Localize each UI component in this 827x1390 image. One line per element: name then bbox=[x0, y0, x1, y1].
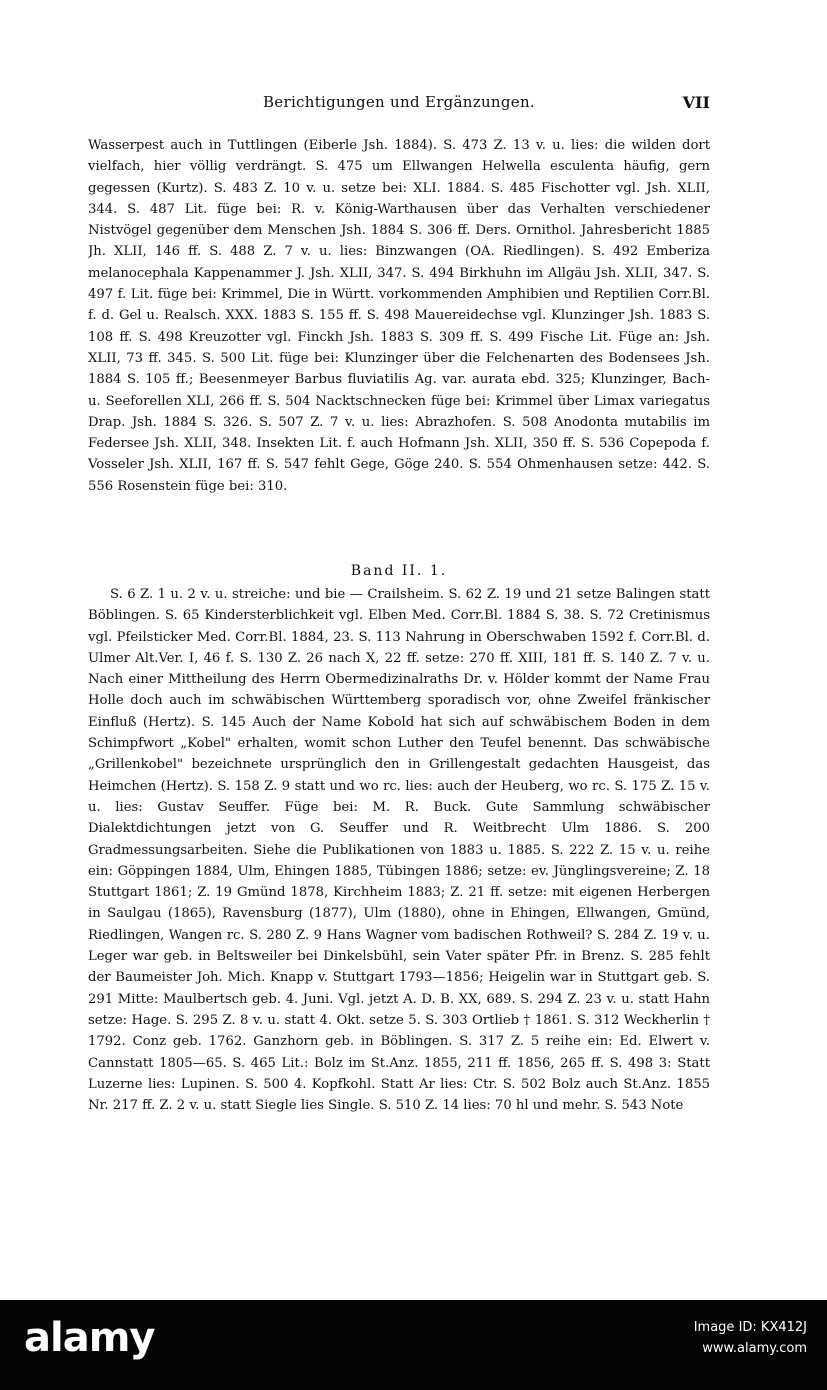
watermark-banner bbox=[0, 1300, 827, 1390]
paragraph-corrections-volume-1: Wasserpest auch in Tuttlingen (Eiberle Jsh. 1884). S. 473 Z. 13 v. u. lies: die wilden dort vielfach, hier völlig verdrängt. S. 475 um Ellwangen Helwella esculenta häufig, gern gegessen (Kurtz). S. 483 Z. 10 v. u. setze bei: XLI. 1884. S. 485 Fischotter vgl. Jsh. XLII, 344. S. 487 Lit. füge bei: R. v. König-Warthausen über das Verhalten verschiedener Nistvögel gegenüber dem Menschen Jsh. 1884 S. 306 ff. Ders. Ornithol. Jahresbericht 1885 Jh. XLII, 146 ff. S. 488 Z. 7 v. u. lies: Binzwangen (OA. Riedlingen). S. 492 Emberiza melanocephala Kappenammer J. Jsh. XLII, 347. S. 494 Birkhuhn im Allgäu Jsh. XLII, 347. S. 497 f. Lit. füge bei: Krimmel, Die in Württ. vorkommenden Amphibien und Reptilien Corr.Bl. f. d. Gel u. Realsch. XXX. 1883 S. 155 ff. S. 498 Mauereidechse vgl. Klunzinger Jsh. 1883 S. 108 ff. S. 498 Kreuzotter vgl. Finckh Jsh. 1883 S. 309 ff. S. 499 Fische Lit. Füge an: Jsh. XLII, 73 ff. 345. S. 500 Lit. füge bei: Klunzinger über die Felchenarten des Bodensees Jsh. 1884 S. 105 ff.; Beesenmeyer Barbus fluviatilis Ag. var. aurata ebd. 325; Klunzinger, Bach- u. Seeforellen XLI, 266 ff. S. 504 Nacktschnecken füge bei: Krimmel über Limax variegatus Drap. Jsh. 1884 S. 326. S. 507 Z. 7 v. u. lies: Abrazhofen. S. 508 Anodonta mutabilis im Federsee Jsh. XLII, 348. Insekten Lit. f. auch Hofmann Jsh. XLII, 350 ff. S. 536 Copepoda f. Vosseler Jsh. XLII, 167 ff. S. 547 fehlt Gege, Göge 240. S. 554 Ohmenhausen setze: 442. S. 556 Rosenstein füge bei: 310. bbox=[88, 138, 710, 494]
page-number: VII bbox=[682, 93, 710, 112]
source-url-label: www.alamy.com bbox=[702, 1341, 807, 1356]
alamy-logo: alamy bbox=[24, 1315, 155, 1361]
running-head bbox=[88, 93, 710, 117]
banner-info bbox=[694, 1318, 807, 1360]
image-id-label: Image ID: KX412J bbox=[693, 1320, 807, 1335]
paragraph-corrections-volume-2: S. 6 Z. 1 u. 2 v. u. streiche: und bie — Crailsheim. S. 62 Z. 19 und 21 setze Balingen statt Böblingen. S. 65 Kindersterblichkeit vgl. Elben Med. Corr.Bl. 1884 S. 38. S. 72 Cretinismus vgl. Pfeilsticker Med. Corr.Bl. 1884, 23. S. 113 Nahrung in Oberschwaben 1592 f. Corr.Bl. d. Ulmer Alt.Ver. I, 46 f. S. 130 Z. 26 nach X, 22 ff. setze: 270 ff. XIII, 181 ff. S. 140 Z. 7 v. u. Nach einer Mittheilung des Herrn Obermedizinalraths Dr. v. Hölder kommt der Name Frau Holle doch auch im schwäbischen Württemberg sporadisch vor, ohne Zweifel fränkischer Einfluß (Hertz). S. 145 Auch der Name Kobold hat sich auf schwäbischem Boden in dem Schimpfwort „Kobel" erhalten, womit schon Luther den Teufel benennt. Das schwäbische „Grillenkobel" bezeichnete ursprünglich den in Grillengestalt gedachten Hausgeist, das Heimchen (Hertz). S. 158 Z. 9 statt und wo rc. lies: auch der Heuberg, wo rc. S. 175 Z. 15 v. u. lies: Gustav Seuffer. Füge bei: M. R. Buck. Gute Sammlung schwäbischer Dialektdichtungen jetzt von G. Seuffer und R. Weitbrecht Ulm 1886. S. 200 Gradmessungsarbeiten. Siehe die Publikationen von 1883 u. 1885. S. 222 Z. 15 v. u. reihe ein: Göppingen 1884, Ulm, Ehingen 1885, Tübingen 1886; setze: ev. Jünglingsvereine; Z. 18 Stuttgart 1861; Z. 19 Gmünd 1878, Kirchheim 1883; Z. 21 ff. setze: mit eigenen Herbergen in Saulgau (1865), Ravensburg (1877), Ulm (1880), ohne in Ehingen, Ellwangen, Gmünd, Riedlingen, Wangen rc. S. 280 Z. 9 Hans Wagner vom badischen Rothweil? S. 284 Z. 19 v. u. Leger war geb. in Beltsweiler bei Dinkelsbühl, sein Vater später Pfr. in Brenz. S. 285 fehlt der Baumeister Joh. Mich. Knapp v. Stuttgart 1793—1856; Heigelin war in Stuttgart geb. S. 291 Mitte: Maulbertsch geb. 4. Juni. Vgl. jetzt A. D. B. XX, 689. S. 294 Z. 23 v. u. statt Hahn setze: Hage. S. 295 Z. 8 v. u. statt 4. Okt. setze 5. S. 303 Ortlieb † 1861. S. 312 Weckherlin † 1792. Conz geb. 1762. Ganzhorn geb. in Böblingen. S. 317 Z. 5 reihe ein: Ed. Elwert v. Cannstatt 1805—65. S. 465 Lit.: Bolz im St.Anz. 1855, 211 ff. 1856, 265 ff. S. 498 3: Statt Luzerne lies: Lupinen. S. 500 4. Kopfkohl. Statt Ar lies: Ctr. S. 502 Bolz auch St.Anz. 1855 Nr. 217 ff. Z. 2 v. u. statt Siegle lies Single. S. 510 Z. 14 lies: 70 hl und mehr. S. 543 Note bbox=[88, 587, 710, 1114]
running-title: Berichtigungen und Ergänzungen. bbox=[262, 93, 536, 111]
section-heading: Band II. 1. bbox=[350, 563, 448, 579]
